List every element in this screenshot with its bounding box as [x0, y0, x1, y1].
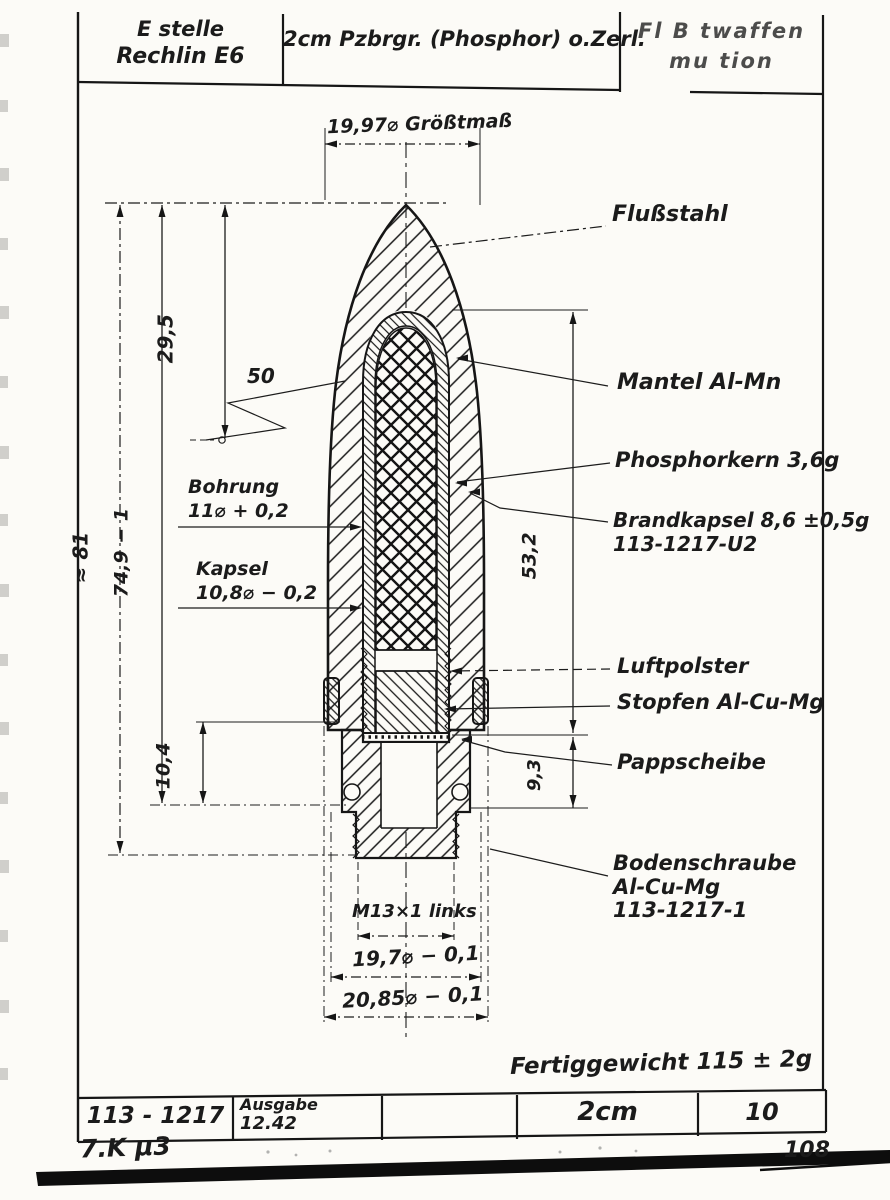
dim-81: ≈ 81	[68, 531, 93, 584]
drawing-title: 2cm Pzbrgr. (Phosphor) o.Zerl.	[283, 27, 646, 51]
label-stopfen: Stopfen Al-Cu-Mg	[617, 690, 825, 714]
header-org-line2: Rechlin E6	[116, 44, 245, 69]
header-right-line2: mu tion	[669, 49, 774, 73]
dim-53-2: 53,2	[518, 532, 541, 580]
label-bodenschraube-line3: 113-1217-1	[613, 898, 748, 922]
label-pappscheibe: Pappscheibe	[617, 750, 766, 774]
footer-sheet-number: 10	[745, 1098, 779, 1126]
footer-caliber: 2cm	[577, 1097, 638, 1127]
label-bodenschraube-line2: Al-Cu-Mg	[613, 875, 721, 899]
label-bodenschraube-line1: Bodenschraube	[613, 851, 797, 875]
footer-drawing-number: 113 - 1217	[86, 1103, 225, 1129]
footer-ausgabe-label: Ausgabe	[240, 1095, 318, 1114]
phosphorkern-fill	[376, 328, 436, 650]
note-fertiggewicht: Fertiggewicht 115 ± 2g	[509, 1046, 813, 1080]
dim-29-5: 29,5	[153, 314, 178, 364]
scan-edge-marks	[0, 34, 9, 1080]
label-flussstahl: Flußstahl	[612, 202, 728, 227]
dim-20-85: 20,85⌀ − 0,1	[341, 981, 484, 1013]
dim-kapsel-value: 10,8⌀ − 0,2	[196, 582, 318, 604]
dim-groesstmass: 19,97⌀ Größtmaß	[326, 109, 513, 139]
dim-50: 50	[247, 364, 275, 388]
dim-m13: M13×1 links	[352, 901, 477, 922]
stopfen-part	[376, 671, 436, 733]
header-right-line1: Fl B twaffen	[637, 19, 806, 43]
label-brandkapsel-line1: Brandkapsel 8,6 ±0,5g	[613, 508, 870, 532]
dim-bohrung-label: Bohrung	[188, 476, 280, 498]
dim-10-4: 10,4	[152, 742, 175, 790]
label-luftpolster: Luftpolster	[617, 654, 749, 678]
dim-74-9: 74,9 − 1	[110, 508, 133, 598]
label-mantel: Mantel Al-Mn	[617, 370, 782, 395]
dim-19-7: 19,7⌀ − 0,1	[351, 940, 481, 972]
page-number: 108	[784, 1138, 830, 1163]
header-org-line1: E stelle	[136, 17, 225, 41]
dim-bohrung-value: 11⌀ + 0,2	[188, 500, 289, 522]
dim-9-3: 9,3	[523, 759, 545, 792]
bodenschraube-part	[342, 730, 470, 858]
label-brandkapsel-line2: 113-1217-U2	[613, 532, 758, 556]
label-phosphorkern: Phosphorkern 3,6g	[615, 448, 840, 472]
handwritten-mark: 7.K µ3	[79, 1131, 172, 1164]
dim-kapsel-label: Kapsel	[196, 558, 268, 580]
footer-ausgabe-value: 12.42	[240, 1113, 297, 1134]
